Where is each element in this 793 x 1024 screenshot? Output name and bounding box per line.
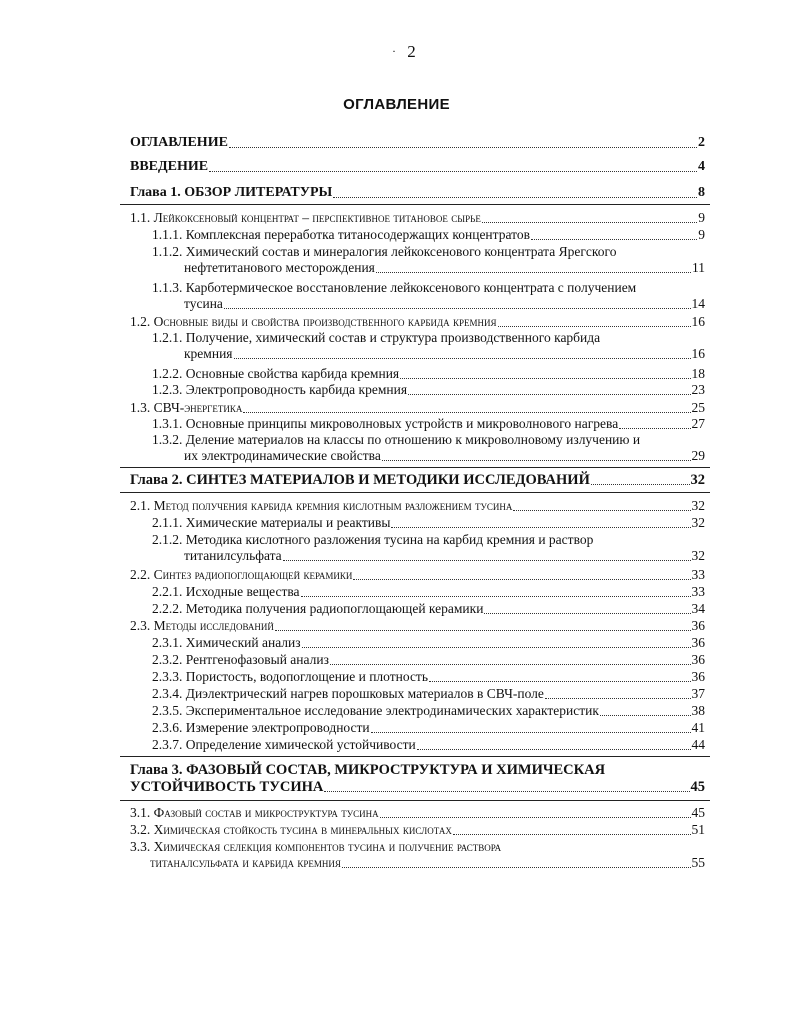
toc-entry-2-3-7[interactable]: 2.3.7. Определение химической устойчивости 44 <box>152 737 705 752</box>
toc-entry-1-1-3[interactable] <box>152 280 705 312</box>
toc-entry-1-1[interactable]: 1.1. Лейкоксеновый концентрат – перспективное титановое сырье 9 <box>130 210 705 225</box>
toc-entry-2-3-1[interactable]: 2.3.1. Химический анализ 36 <box>152 635 705 650</box>
entry-second-line: титаналсульфата и карбида кремния 55 <box>150 855 705 870</box>
entry-first-line: 1.2.1. Получение, химический состав и структура производственного карбида <box>152 330 601 345</box>
toc-entry-2-3-4[interactable]: 2.3.4. Диэлектрический нагрев порошковых материалов в СВЧ-поле 37 <box>152 686 705 701</box>
toc-entry-1-2-2[interactable]: 1.2.2. Основные свойства карбида кремния 18 <box>152 366 705 381</box>
toc-entry-2-1-1[interactable]: 2.1.1. Химические материалы и реактивы 32 <box>152 515 705 530</box>
entry-first-line: 3.3. Химическая селекция компонентов тусина и получение раствора <box>130 839 502 854</box>
page-title: ОГЛАВЛЕНИЕ <box>343 96 450 113</box>
toc-entry-2-3-5[interactable]: 2.3.5. Экспериментальное исследование электродинамических характеристик 38 <box>152 703 705 718</box>
page-dot: · <box>392 44 396 58</box>
toc-entry-introduction[interactable]: ВВЕДЕНИЕ 4 <box>130 159 705 174</box>
toc-entry-1-1-2[interactable] <box>152 244 705 276</box>
entry-second-line: тусина 14 <box>184 296 705 311</box>
separator-line <box>120 492 710 493</box>
entry-first-line: 1.1.2. Химический состав и минералогия лейкоксенового концентрата Ярегского <box>152 244 617 259</box>
toc-entry-2-3-3[interactable]: 2.3.3. Пористость, водопоглощение и плотность 36 <box>152 669 705 684</box>
separator-line <box>120 800 710 801</box>
entry-second-line: нефтетитанового месторождения 11 <box>184 260 705 275</box>
toc-entry-1-1-1[interactable]: 1.1.1. Комплексная переработка титаносодержащих концентратов 9 <box>152 227 705 242</box>
toc-entry-1-2-3[interactable]: 1.2.3. Электропроводность карбида кремния 23 <box>152 382 705 397</box>
toc-entry-2-2-1[interactable]: 2.2.1. Исходные вещества 33 <box>152 584 705 599</box>
toc-entry-chapter-1[interactable]: Глава 1. ОБЗОР ЛИТЕРАТУРЫ 8 <box>130 185 705 200</box>
toc-entry-3-3[interactable] <box>130 839 705 871</box>
toc-entry-2-2-2[interactable]: 2.2.2. Методика получения радиопоглощающей керамики 34 <box>152 601 705 616</box>
separator-line <box>120 756 710 757</box>
toc-entry-1-2[interactable]: 1.2. Основные виды и свойства производственного карбида кремния 16 <box>130 314 705 329</box>
toc-entry-2-3[interactable]: 2.3. Методы исследований 36 <box>130 618 705 633</box>
entry-second-line: их электродинамические свойства 29 <box>184 448 705 463</box>
separator-line <box>120 204 710 205</box>
entry-second-line: титанилсульфата 32 <box>184 548 705 563</box>
toc-entry-chapter-2[interactable]: Глава 2. СИНТЕЗ МАТЕРИАЛОВ И МЕТОДИКИ ИССЛЕДОВАНИЙ 32 <box>130 472 705 488</box>
entry-second-line: кремния 16 <box>184 346 705 361</box>
entry-first-line: 1.3.2. Деление материалов на классы по отношению к микроволновому излучению и <box>152 432 641 447</box>
toc-entry-chapter-3[interactable] <box>130 762 705 795</box>
entry-first-line: 1.1.3. Карботермическое восстановление лейкоксенового концентрата с получением <box>152 280 637 295</box>
toc-entry-1-2-1[interactable] <box>152 330 705 362</box>
entry-first-line: Глава 3. ФАЗОВЫЙ СОСТАВ, МИКРОСТРУКТУРА И ХИМИЧЕСКАЯ <box>130 762 606 778</box>
separator-line <box>120 467 710 468</box>
entry-first-line: 2.1.2. Методика кислотного разложения тусина на карбид кремния и раствор <box>152 532 594 547</box>
entry-second-line: УСТОЙЧИВОСТЬ ТУСИНА 45 <box>130 779 705 795</box>
toc-entry-2-1-2[interactable] <box>152 532 705 564</box>
toc-entry-2-1[interactable]: 2.1. Метод получения карбида кремния кислотным разложением тусина 32 <box>130 498 705 513</box>
toc-entry-contents[interactable]: ОГЛАВЛЕНИЕ 2 <box>130 135 705 150</box>
toc-entry-2-2[interactable]: 2.2. Синтез радиопоглощающей керамики 33 <box>130 567 705 582</box>
page-number: 2 <box>407 42 416 61</box>
toc-entry-1-3-1[interactable]: 1.3.1. Основные принципы микроволновых устройств и микроволнового нагрева 27 <box>152 416 705 431</box>
toc-entry-2-3-2[interactable]: 2.3.2. Рентгенофазовый анализ 36 <box>152 652 705 667</box>
toc-entry-1-3[interactable]: 1.3. СВЧ-энергетика 25 <box>130 400 705 415</box>
toc-entry-2-3-6[interactable]: 2.3.6. Измерение электропроводности 41 <box>152 720 705 735</box>
toc-entry-3-2[interactable]: 3.2. Химическая стойкость тусина в минеральных кислотах 51 <box>130 822 705 837</box>
toc-entry-1-3-2[interactable] <box>152 432 705 464</box>
toc-entry-3-1[interactable]: 3.1. Фазовый состав и микроструктура тусина 45 <box>130 805 705 820</box>
